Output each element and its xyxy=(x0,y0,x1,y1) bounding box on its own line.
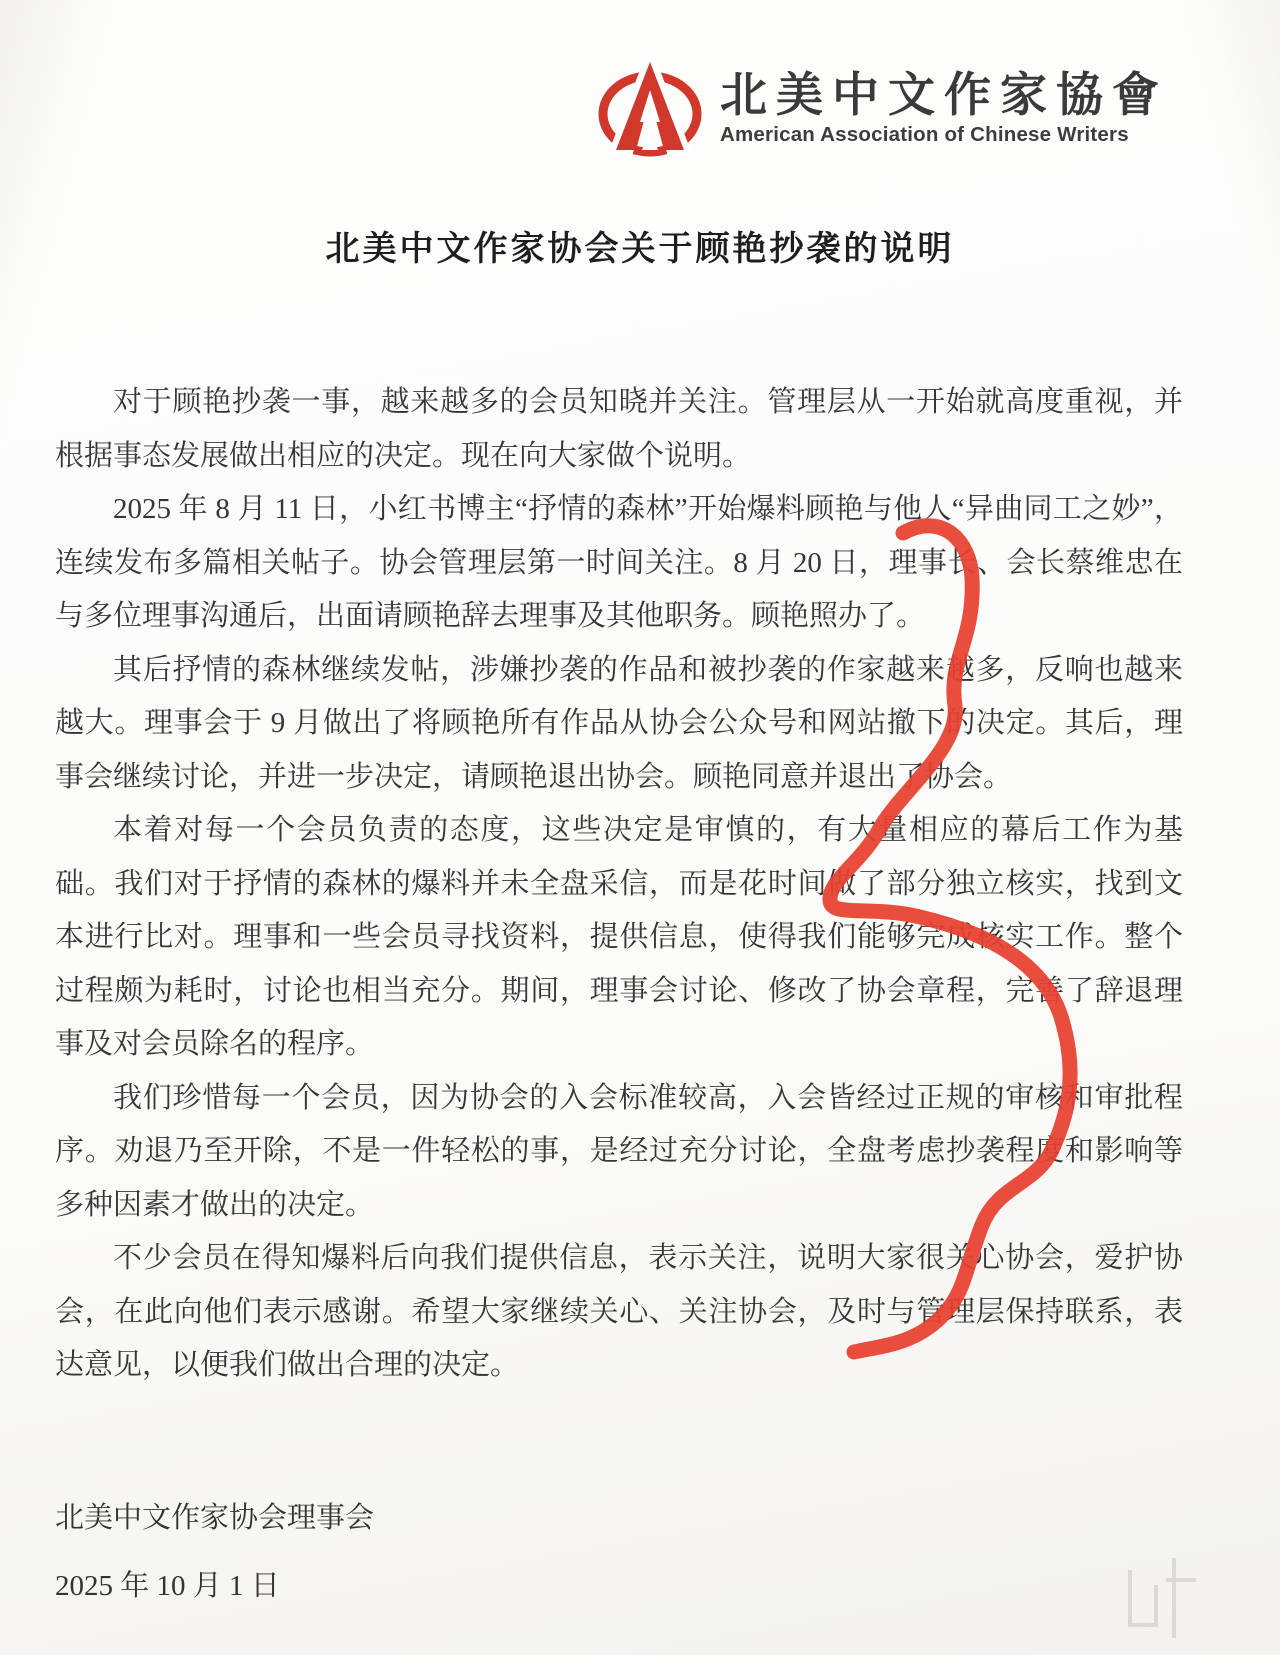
paragraph-1: 对于顾艳抄袭一事，越来越多的会员知晓并关注。管理层从一开始就高度重视，并根据事态发展做出相应的决定。现在向大家做个说明。 xyxy=(55,386,1183,472)
paragraph-4: 本着对每一个会员负责的态度，这些决定是审慎的，有大量相应的幕后工作为基础。我们对于抒情的森林的爆料并未全盘采信，而是花时间做了部分独立核实，找到文本进行比对。理事和一些会员寻找资料，提供信息，使得我们能够完成核实工作。整个过程颇为耗时，讨论也相当充分。期间，理事会讨论、修改了协会章程，完善了辞退理事及对会员除名的程序。 xyxy=(55,814,1183,1060)
document-body xyxy=(55,376,1183,1393)
paragraph-5: 我们珍惜每一个会员，因为协会的入会标准较高，入会皆经过正规的审核和审批程序。劝退乃至开除，不是一件轻松的事，是经过充分讨论，全盘考虑抄袭程度和影响等多种因素才做出的决定。 xyxy=(55,1081,1183,1221)
faint-watermark-icon xyxy=(1122,1550,1202,1650)
paragraph-2: 2025 年 8 月 11 日，小红书博主“抒情的森林”开始爆料顾艳与他人“异曲同工之妙”，连续发布多篇相关帖子。协会管理层第一时间关注。8 月 20 日，理事长、会长蔡维忠在与多位理事沟通后，出面请顾艳辞去理事及其他职务。顾艳照办了。 xyxy=(55,493,1183,632)
document-title: 北美中文作家协会关于顾艳抄袭的说明 xyxy=(325,231,955,268)
association-name-block xyxy=(720,56,1168,147)
association-name-cn: 北美中文作家協會 xyxy=(720,68,1168,121)
association-logo-icon xyxy=(598,56,702,160)
association-header xyxy=(598,56,1168,160)
signature-line: 北美中文作家协会理事会 xyxy=(55,1502,375,1534)
date-line: 2025 年 10 月 1 日 xyxy=(55,1570,280,1602)
paragraph-3: 其后抒情的森林继续发帖，涉嫌抄袭的作品和被抄袭的作家越来越多，反响也越来越大。理事会于 9 月做出了将顾艳所有作品从协会公众号和网站撤下的决定。其后，理事会继续讨论，并进一步决定，请顾艳退出协会。顾艳同意并退出了协会。 xyxy=(55,653,1183,793)
paragraph-6: 不少会员在得知爆料后向我们提供信息，表示关注，说明大家很关心协会，爱护协会，在此向他们表示感谢。希望大家继续关心、关注协会，及时与管理层保持联系，表达意见，以便我们做出合理的决定。 xyxy=(55,1242,1183,1381)
association-name-en: American Association of Chinese Writers xyxy=(720,123,1129,146)
